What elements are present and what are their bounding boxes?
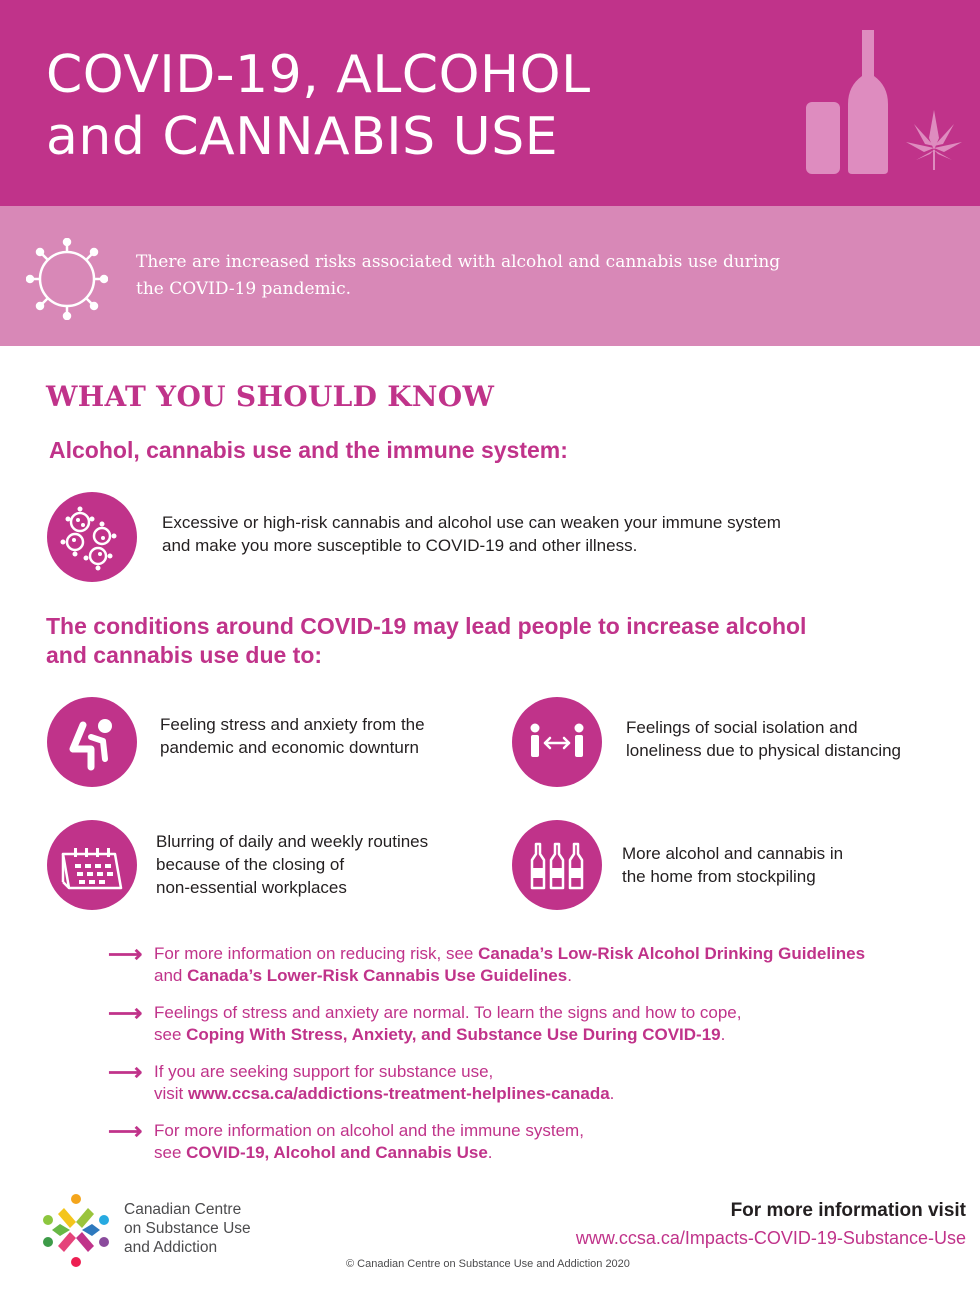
link-low-risk-alcohol-guidelines[interactable]: Canada’s Low-Risk Alcohol Drinking Guidelines bbox=[478, 944, 866, 963]
org-name-line-1: Canadian Centre bbox=[124, 1201, 242, 1218]
link-covid-alcohol-cannabis[interactable]: COVID-19, Alcohol and Cannabis Use bbox=[186, 1143, 488, 1162]
conditions-heading-line-1: The conditions around COVID-19 may lead people to increase alcohol bbox=[46, 613, 807, 639]
condition-stockpiling-text bbox=[622, 842, 942, 888]
germs-icon bbox=[47, 492, 137, 582]
ccsa-logo-icon bbox=[36, 1190, 116, 1270]
org-name-line-2: on Substance Use bbox=[124, 1220, 251, 1237]
condition-isolation-line-2: loneliness due to physical distancing bbox=[626, 741, 902, 760]
condition-stress-text bbox=[160, 713, 480, 759]
germs-circle bbox=[47, 492, 137, 582]
resource-immune-text-2: see bbox=[154, 1143, 187, 1162]
section-heading: WHAT YOU SHOULD KNOW bbox=[46, 380, 495, 413]
condition-stockpiling-line-1: More alcohol and cannabis in bbox=[622, 844, 844, 863]
resource-stress-text-2: see bbox=[154, 1025, 187, 1044]
more-info-label: For more information visit bbox=[730, 1200, 966, 1221]
condition-routine-line-3: non-essential workplaces bbox=[156, 878, 347, 897]
resource-risk-text: For more information on reducing risk, see bbox=[154, 944, 479, 963]
virus-icon bbox=[26, 238, 108, 320]
arrow-right-icon: ⟶ bbox=[108, 941, 143, 968]
resource-immune-text: For more information on alcohol and the immune system, bbox=[154, 1121, 584, 1140]
copyright-text: © Canadian Centre on Substance Use and Addiction 2020 bbox=[346, 1258, 630, 1270]
intro-text bbox=[136, 249, 836, 303]
link-helplines[interactable]: www.ccsa.ca/addictions-treatment-helplines-canada bbox=[188, 1084, 610, 1103]
resource-stress-text: Feelings of stress and anxiety are normal. To learn the signs and how to cope, bbox=[154, 1003, 742, 1022]
title-line-1: COVID-19, ALCOHOL bbox=[46, 45, 591, 105]
intro-text-line-1: There are increased risks associated with alcohol and cannabis use during bbox=[136, 252, 781, 272]
resource-support-text-2: visit bbox=[154, 1084, 188, 1103]
immune-text bbox=[162, 511, 862, 557]
condition-stress-line-1: Feeling stress and anxiety from the bbox=[160, 715, 425, 734]
condition-stockpiling-line-2: the home from stockpiling bbox=[622, 867, 816, 886]
org-name bbox=[124, 1200, 251, 1257]
intro-text-line-2: the COVID-19 pandemic. bbox=[136, 279, 351, 299]
condition-routine-line-2: because of the closing of bbox=[156, 855, 345, 874]
condition-stress-line-2: pandemic and economic downturn bbox=[160, 738, 419, 757]
condition-isolation-text bbox=[626, 716, 946, 762]
stressed-person-icon bbox=[47, 697, 137, 787]
resource-immune-period: . bbox=[487, 1143, 493, 1162]
calendar-icon bbox=[47, 820, 137, 910]
conditions-heading-line-2: and cannabis use due to: bbox=[46, 642, 323, 668]
bottles-icon bbox=[512, 820, 602, 910]
condition-routine-line-1: Blurring of daily and weekly routines bbox=[156, 832, 429, 851]
condition-stress-circle bbox=[47, 697, 137, 787]
arrow-right-icon: ⟶ bbox=[108, 1118, 143, 1145]
link-lower-risk-cannabis-guidelines[interactable]: Canada’s Lower-Risk Cannabis Use Guidelines bbox=[187, 966, 568, 985]
org-name-line-3: and Addiction bbox=[124, 1239, 218, 1256]
condition-isolation-circle bbox=[512, 697, 602, 787]
resource-stress-period: . bbox=[720, 1025, 726, 1044]
arrow-right-icon: ⟶ bbox=[108, 1000, 143, 1027]
title-line-2: and CANNABIS USE bbox=[46, 107, 559, 167]
immune-text-line-1: Excessive or high-risk cannabis and alcohol use can weaken your immune system bbox=[162, 513, 781, 532]
immune-heading: Alcohol, cannabis use and the immune system: bbox=[49, 437, 568, 463]
resource-risk-text-2: and bbox=[154, 966, 188, 985]
immune-text-line-2: and make you more susceptible to COVID-19 and other illness. bbox=[162, 536, 638, 555]
conditions-heading bbox=[46, 612, 946, 670]
condition-routine-circle bbox=[47, 820, 137, 910]
condition-routine-text bbox=[156, 830, 476, 899]
arrow-right-icon: ⟶ bbox=[108, 1059, 143, 1086]
condition-isolation-line-1: Feelings of social isolation and bbox=[626, 718, 858, 737]
physical-distancing-icon bbox=[512, 697, 602, 787]
can-bottle-leaf-icon bbox=[800, 26, 975, 186]
more-info-link[interactable]: www.ccsa.ca/Impacts-COVID-19-Substance-Use bbox=[575, 1228, 966, 1248]
resource-support-period: . bbox=[609, 1084, 615, 1103]
condition-stockpiling-circle bbox=[512, 820, 602, 910]
page-title bbox=[46, 44, 591, 168]
link-coping-with-stress[interactable]: Coping With Stress, Anxiety, and Substance Use During COVID-19 bbox=[186, 1025, 721, 1044]
resource-support-text: If you are seeking support for substance use, bbox=[154, 1062, 494, 1081]
header-banner bbox=[0, 0, 980, 206]
resource-risk-period: . bbox=[567, 966, 572, 985]
